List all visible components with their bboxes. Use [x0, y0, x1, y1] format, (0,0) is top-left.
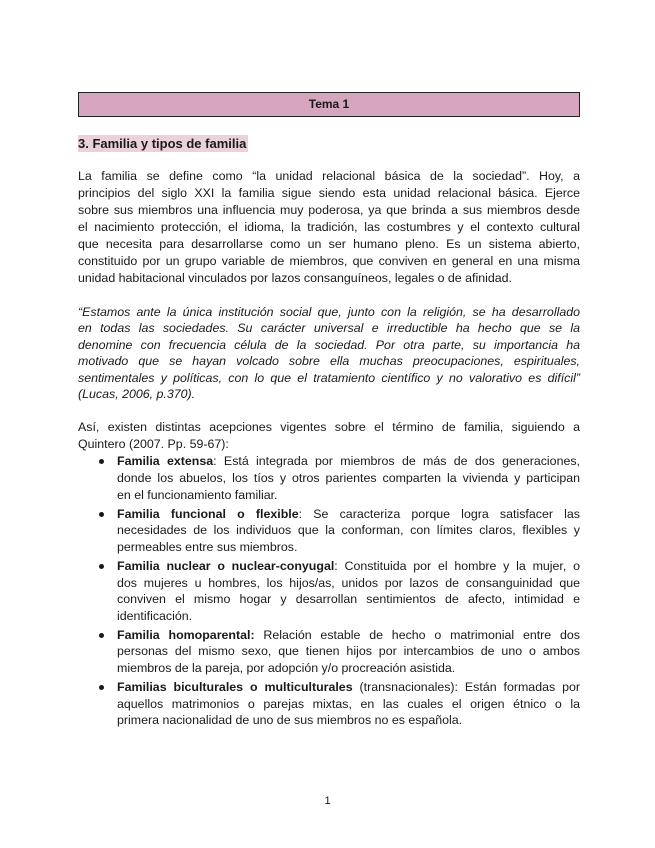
list-item [78, 627, 580, 677]
bullet-icon [99, 512, 104, 517]
list-item-line: permeables entre sus miembros. [117, 539, 298, 554]
list-item-line: miembros de la pareja, por adopción y/o procreación asistida. [117, 661, 456, 676]
family-type-description: : Está integrada por miembros de más de dos generaciones, [213, 454, 580, 469]
intro-paragraph [78, 419, 580, 453]
paragraph-line: sobre sus miembros una influencia muy poderosa, ya que brinda a sus miembros desde [78, 203, 580, 217]
list-item-first-line [117, 558, 580, 575]
list-item [78, 453, 580, 503]
page-number: 1 [324, 795, 331, 807]
lucas-quote [78, 304, 580, 402]
quote-line: sentimentales y políticas, con lo que el tratamiento científico y no valorativo es difícil” [78, 370, 580, 385]
list-item-first-line [117, 453, 580, 470]
family-type-description: (transnacionales): Están formadas por [352, 680, 580, 695]
bullet-icon [99, 633, 104, 638]
document-page [78, 92, 580, 729]
family-type-term: Familia nuclear o nuclear-conyugal [117, 559, 335, 573]
quote-line: denomine con frecuencia célula de la sociedad. Por otra parte, su importancia ha [78, 337, 580, 352]
paragraph-line: que necesita para desarrollarse como un ser humano pleno. Es un sistema abierto, [78, 237, 580, 251]
bullet-icon [99, 564, 104, 569]
quote-line: (Lucas, 2006, p.370). [78, 387, 196, 402]
family-type-description: : Se caracteriza porque logra satisfacer las [298, 506, 580, 521]
paragraph-line: unidad habitacional vinculados por lazos consanguíneos, legales o de afinidad. [78, 271, 512, 285]
list-item-first-line [117, 506, 580, 523]
intro-line: Así, existen distintas acepciones vigentes sobre el término de familia, siguiendo a [78, 420, 580, 435]
family-type-term: Familia extensa [117, 454, 214, 469]
paragraph-line: La familia se define como “la unidad relacional básica de la sociedad”. Hoy, a [78, 169, 580, 183]
paragraph-line: constituido por un grupo variable de miembros, que conviven en general en una misma [78, 254, 580, 268]
topic-header-box [78, 92, 580, 117]
list-item-line: necesidades de los individuos que la conforman, con límites claros, flexibles y [117, 523, 580, 538]
family-types-list [78, 453, 580, 729]
list-item [78, 679, 580, 729]
list-item-first-line [117, 679, 580, 696]
section-heading: 3. Familia y tipos de familia [78, 136, 247, 151]
family-type-term: Familia homoparental: [117, 627, 255, 642]
quote-line: motivado que se hayan volcado sobre ella muchas preocupaciones, espirituales, [78, 354, 580, 369]
quote-line: en todas las sociedades. Su carácter universal e irreductible ha hecho que se la [78, 321, 580, 336]
quote-line: “Estamos ante la única institución social que, junto con la religión, se ha desarrollado [78, 305, 580, 319]
list-item-line: en el funcionamiento familiar. [117, 487, 278, 502]
definition-paragraph [78, 168, 580, 287]
list-item-line: personas del mismo sexo, que tienen hijos por intercambios de uno o ambos [117, 644, 580, 659]
list-item-line: aquellos matrimonios o parejas mixtas, en las cuales el origen étnico o la [117, 696, 580, 711]
bullet-icon [99, 685, 104, 690]
intro-line: Quintero (2007. Pp. 59-67): [78, 437, 229, 452]
list-item-line: donde los abuelos, los tíos y otros parientes comparten la vivienda y participan [117, 471, 580, 486]
list-item-line: primera nacionalidad de uno de sus miembros no es española. [117, 713, 463, 728]
bullet-icon [99, 459, 104, 464]
list-item-first-line [117, 627, 580, 644]
topic-title: Tema 1 [308, 97, 350, 111]
paragraph-line: el nacimiento protección, el idioma, la tradición, las costumbres y el contexto cultural [78, 220, 580, 234]
list-item-line: dos mujeres u hombres, los hijos/as, unidos por lazos de consanguinidad que [117, 575, 580, 590]
list-item-line: identificación. [117, 608, 193, 623]
family-type-description: : Constituida por el hombre y la mujer, o [334, 559, 580, 573]
list-item [78, 506, 580, 556]
list-item [78, 558, 580, 624]
paragraph-line: principios del siglo XXI la familia sigue siendo esta unidad relacional básica. Ejerce [78, 186, 580, 200]
list-item-line: conviven el mismo hogar y desarrollan sentimientos de afecto, intimidad e [117, 592, 580, 607]
family-type-description: Relación estable de hecho o matrimonial entre dos [254, 627, 580, 642]
family-type-term: Familia funcional o flexible [117, 506, 299, 521]
family-type-term: Familias biculturales o multiculturales [117, 680, 353, 695]
